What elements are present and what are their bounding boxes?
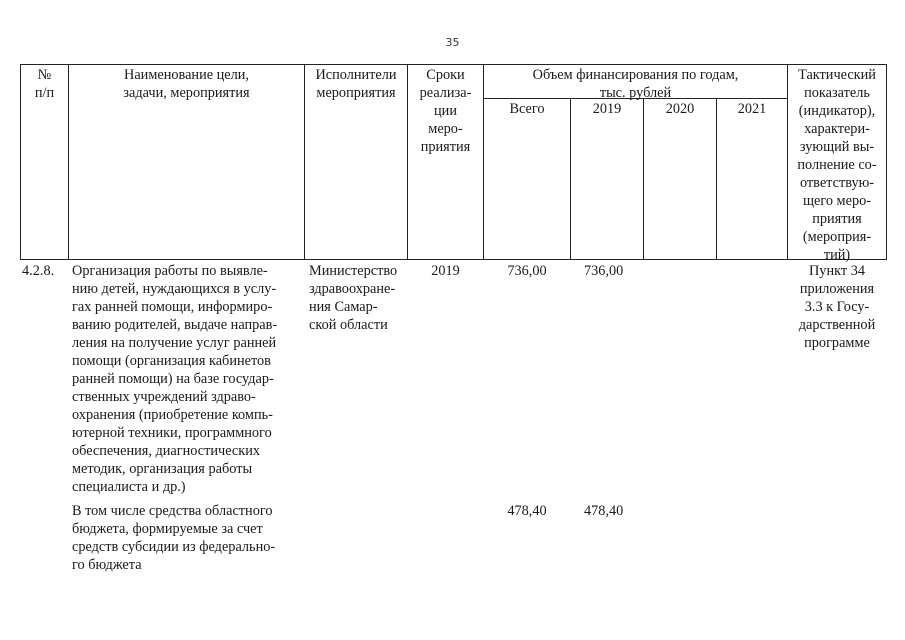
row-name: Организация работы по выявле- нию детей, нуждающихся в услу- гах ранней помощи, информиро- ванию родителей, выдаче направ- ления на получение услуг ранней помощи (организация кабинетов ранней помощи) на базе государ- ственных учреждений здраво- охранения (приобретение компь- ютерной техники, программного обеспечения, диагностических методик, организация работы специалиста и др.)	[72, 263, 278, 495]
header-bottom-border	[20, 259, 886, 260]
col-divider-2020	[716, 98, 717, 260]
header-funding: Объем финансирования по годам, тыс. рублей	[532, 67, 739, 101]
row-total: 478,40	[507, 503, 547, 519]
row-indicator: Пункт 34 приложения 3.3 к Госу- дарственной программе	[798, 263, 876, 351]
table-right-border	[886, 64, 887, 260]
col-divider-total	[570, 98, 571, 260]
table-top-border	[20, 64, 886, 65]
header-terms: Сроки реализа- ции меро- приятия	[419, 67, 472, 155]
row-term: 2019	[431, 263, 460, 279]
header-total: Всего	[509, 101, 545, 117]
row-name: В том числе средства областного бюджета, формируемые за счет средств субсидии из федерально- го бюджета	[72, 503, 276, 573]
row-executor: Министерство здравоохране- ния Самар- ской области	[309, 263, 398, 333]
header-indicator: Тактический показатель (индикатор), характери- зующий вы- полнение со- ответствую- щего меро- приятия (мероприя- тий)	[797, 67, 877, 263]
header-year-2019: 2019	[592, 101, 622, 117]
row-year-2019: 736,00	[584, 263, 624, 279]
row-year-2019: 478,40	[584, 503, 624, 519]
header-year-2021: 2021	[737, 101, 767, 117]
col-divider-2019	[643, 98, 644, 260]
header-name: Наименование цели, задачи, мероприятия	[123, 67, 250, 101]
header-year-2020: 2020	[665, 101, 695, 117]
header-executors: Исполнители мероприятия	[315, 67, 397, 101]
row-number: 4.2.8.	[22, 263, 55, 279]
row-total: 736,00	[507, 263, 547, 279]
page-number: 35	[445, 36, 460, 49]
header-num: № п/п	[34, 67, 55, 101]
